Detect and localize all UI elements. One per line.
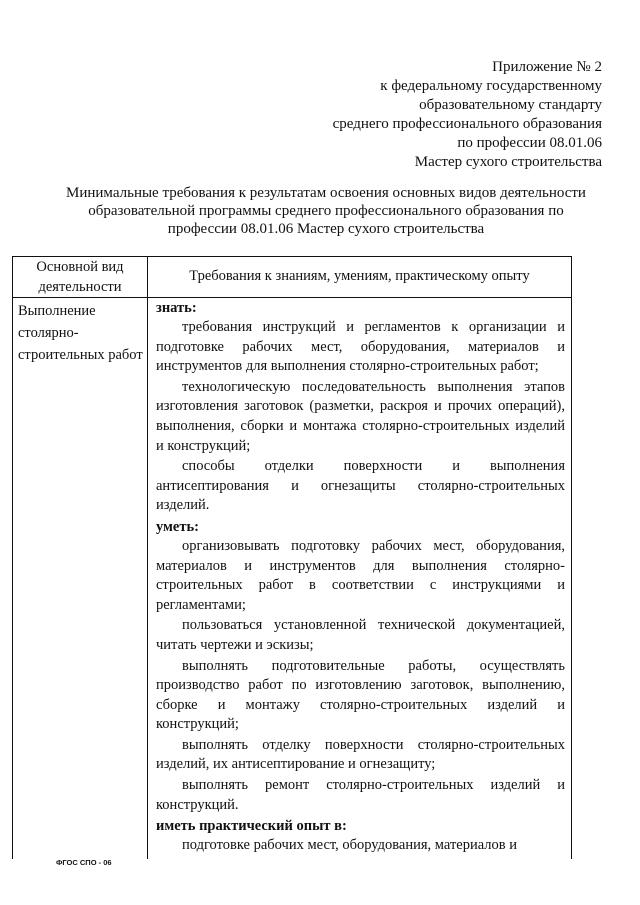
page-footer: ФГОС СПО - 06 — [56, 858, 112, 867]
know-item: способы отделки поверхности и выполнения антисептирования и огнезащиты столярно-строительных изделий. — [156, 458, 565, 514]
activity-cell: Выполнение столярно-строительных работ — [13, 298, 148, 859]
header-requirements: Требования к знаниям, умениям, практическому опыту — [148, 257, 572, 298]
title-line: Минимальные требования к результатам освоения основных видов деятельности — [66, 185, 586, 201]
experience-label: иметь практический опыт в: — [156, 818, 347, 835]
document-title — [40, 184, 612, 238]
can-item: выполнять ремонт столярно-строительных изделий и конструкций. — [156, 777, 565, 813]
appendix-line: к федеральному государственному — [380, 78, 602, 94]
can-item: организовывать подготовку рабочих мест, оборудования, материалов и инструментов для выполнения столярно-строительных работ в соответствии с инструкциями и регламентами; — [156, 537, 565, 613]
appendix-line: образовательному стандарту — [419, 97, 602, 113]
know-item: технологическую последовательность выполнения этапов изготовления заготовок (разметки, раскроя и прочих операций), выполнения, сборки и монтажа столярно-строительных изделий и конструкций; — [156, 378, 565, 454]
requirements-cell — [148, 298, 572, 859]
requirements-table — [12, 256, 572, 859]
appendix-line: Мастер сухого строительства — [414, 154, 602, 170]
can-label: уметь: — [156, 518, 199, 535]
can-item: пользоваться установленной технической документацией, читать чертежи и эскизы; — [156, 617, 565, 653]
know-label: знать: — [156, 300, 197, 316]
appendix-line: среднего профессионального образования — [332, 116, 602, 132]
header-activity: Основной вид деятельности — [13, 257, 148, 298]
title-line: профессии 08.01.06 Мастер сухого строительства — [167, 221, 485, 237]
experience-item: подготовке рабочих мест, оборудования, материалов и — [182, 837, 518, 854]
can-item: выполнять отделку поверхности столярно-строительных изделий, их антисептирование и огнезащиту; — [156, 736, 565, 773]
know-item: требования инструкций и регламентов к организации и подготовке рабочих мест, оборудования, материалов и инструментов для выполнения столярно-строительных работ; — [156, 319, 565, 375]
table-row — [13, 298, 572, 859]
title-line: образовательной программы среднего профессионального образования по — [88, 203, 564, 219]
appendix-line: Приложение № 2 — [492, 59, 602, 75]
appendix-line: по профессии 08.01.06 — [457, 135, 602, 151]
table-header-row — [13, 257, 572, 298]
appendix-header — [272, 58, 602, 172]
can-item: выполнять подготовительные работы, осуществлять производство работ по изготовлению заготовок, выполнению, сборке и монтажу столярно-строительных изделий и конструкций; — [156, 657, 565, 733]
